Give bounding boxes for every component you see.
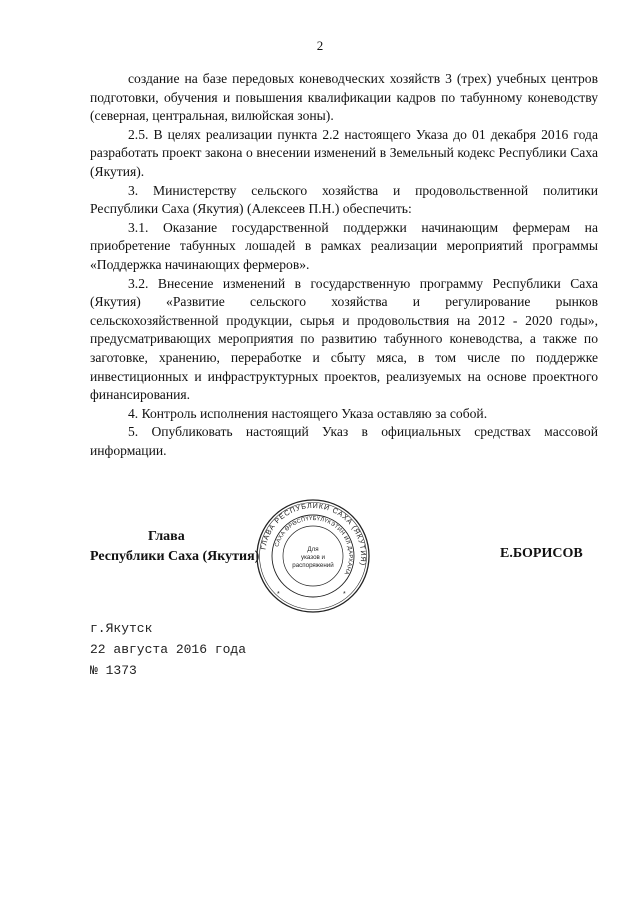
stamp-outer-text: ГЛАВА РЕСПУБЛИКИ САХА (ЯКУТИЯ)	[258, 500, 369, 567]
paragraph-4: 4. Контроль исполнения настоящего Указа оставляю за собой.	[128, 405, 488, 421]
paragraph-5: 5. Опубликовать настоящий Указ в официальных средствах массовой информации.	[90, 424, 598, 458]
stamp-center-line2: указов и	[301, 554, 325, 561]
stamp-star-right: *	[343, 591, 346, 598]
page-number: 2	[316, 38, 324, 53]
stamp-center-line1: Для	[307, 546, 319, 553]
signatory-name: Е.БОРИСОВ	[500, 546, 583, 561]
signatory-title-line1: Глава	[148, 529, 185, 544]
decree-date: 22 августа 2016 года	[90, 642, 247, 657]
decree-city: г.Якутск	[90, 621, 153, 636]
decree-body	[90, 70, 598, 460]
paragraph-2-5: 2.5. В целях реализации пункта 2.2 настоящего Указа до 01 декабря 2016 года разработать проект закона о внесении изменений в Земельный кодекс Республики Саха (Якутия).	[90, 126, 598, 179]
paragraph-3: 3. Министерству сельского хозяйства и продовольственной политики Республики Саха (Якутия) (Алексеев П.Н.) обеспечить:	[90, 182, 598, 217]
decree-number: № 1373	[90, 663, 137, 678]
paragraph-3-1: 3.1. Оказание государственной поддержки начинающим фермерам на приобретение табунных лошадей в рамках реализации мероприятий программы «Поддержка начинающих фермеров».	[90, 219, 598, 272]
paragraph-3-2: 3.2. Внесение изменений в государственную программу Республики Саха (Якутия) «Развитие сельского хозяйства и регулирование рынков сельскохозяйственной продукции, сырья и продовольствия на 2012 - 2020 годы», предусматривающих мероприятия по развитию табунного коневодства, а также по заготовке, хранению, переработке и сбыту мяса, в том числе по поддержке инвестиционных и инфраструктурных проектов, реализуемых на основе проектного финансирования.	[90, 275, 598, 403]
paragraph-training-centers: создание на базе передовых коневодческих хозяйств 3 (трех) учебных центров подготовки, обучения и повышения квалификации кадров по табунному коневодству (северная, центральная, вилюйская зоны).	[90, 71, 598, 124]
stamp-star-left: *	[277, 591, 280, 598]
signatory-title-line2: Республики Саха (Якутия)	[90, 549, 260, 564]
official-stamp	[255, 498, 371, 614]
stamp-center-line3: распоряжений	[292, 562, 334, 569]
decree-metadata	[90, 618, 246, 681]
stamp-inner-text: САХА ӨРӨСПҮҮБҮЛҮКЭТИН ИЛ ДАРХАНА	[274, 515, 354, 576]
